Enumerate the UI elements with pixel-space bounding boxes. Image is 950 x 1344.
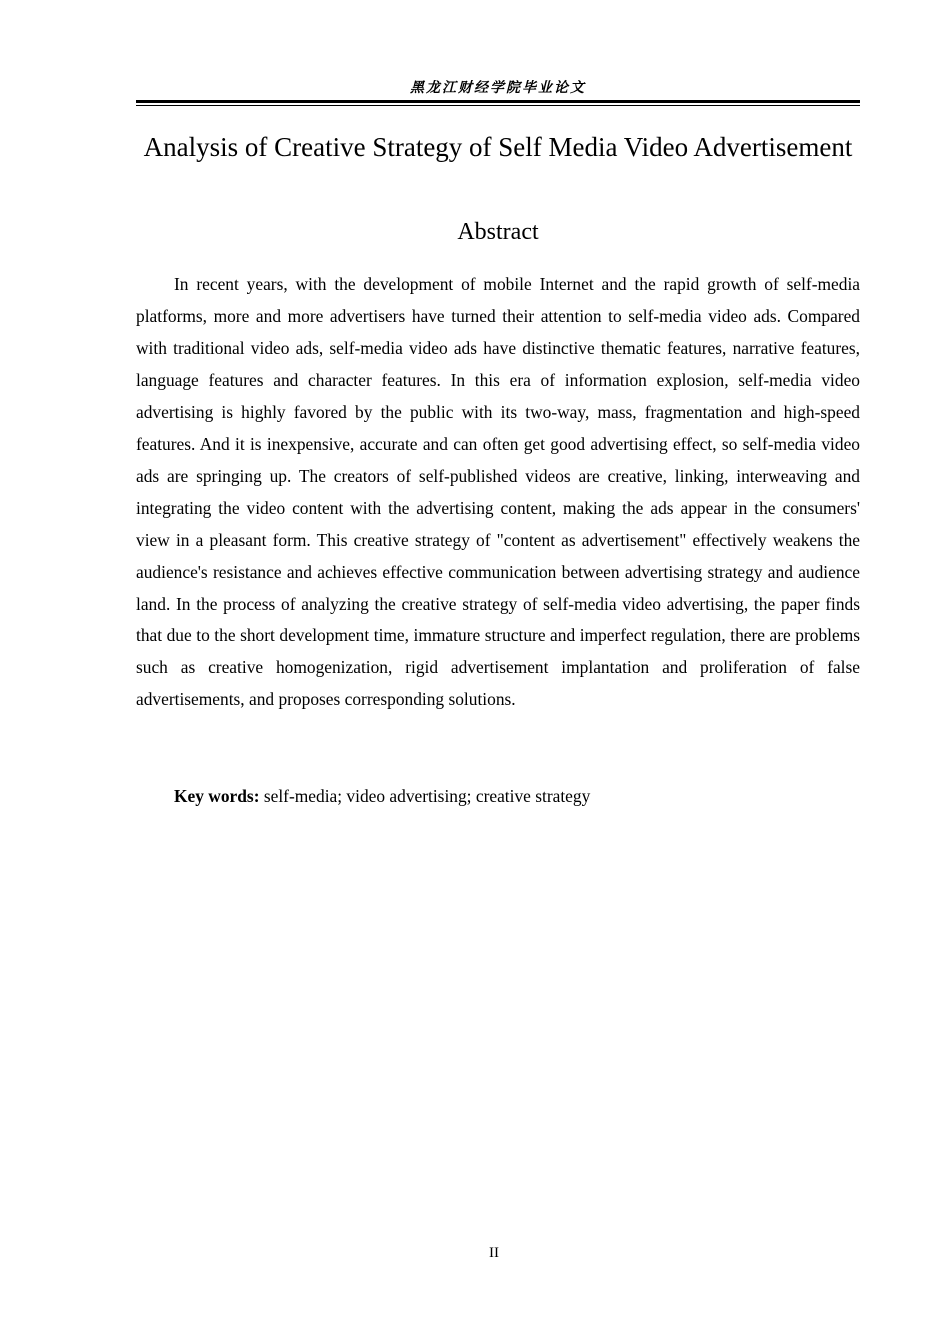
paper-title: Analysis of Creative Strategy of Self Media Video Advertisement xyxy=(143,132,853,162)
page-number: II xyxy=(489,1245,499,1261)
running-header: 黑龙江财经学院毕业论文 xyxy=(410,80,586,96)
abstract-heading: Abstract xyxy=(457,219,539,245)
keywords-line xyxy=(136,781,860,812)
keywords-label: Key words: xyxy=(174,786,260,806)
header-rule-thin xyxy=(136,105,860,106)
header-rule-thick xyxy=(136,100,860,103)
keywords-text: self-media; video advertising; creative strategy xyxy=(259,786,591,806)
abstract-body: In recent years, with the development of mobile Internet and the rapid growth of self-media platforms, more and more advertisers have turned their attention to self-media video ads. Compared with traditional video ads, self-media video ads have distinctive thematic features, narrative features, language features and character features. In this era of information explosion, self-media video advertising is highly favored by the public with its two-way, mass, fragmentation and high-speed features. And it is inexpensive, accurate and can often get good advertising effect, so self-media video ads are springing up. The creators of self-published videos are creative, linking, interweaving and integrating the video content with the advertising content, making the ads appear in the consumers' view in a pleasant form. This creative strategy of "content as advertisement" effectively weakens the audience's resistance and achieves effective communication between advertising strategy and audience land. In the process of analyzing the creative strategy of self-media video advertising, the paper finds that due to the short development time, immature structure and imperfect regulation, there are problems such as creative homogenization, rigid advertisement implantation and proliferation of false advertisements, and proposes corresponding solutions. xyxy=(136,274,860,710)
